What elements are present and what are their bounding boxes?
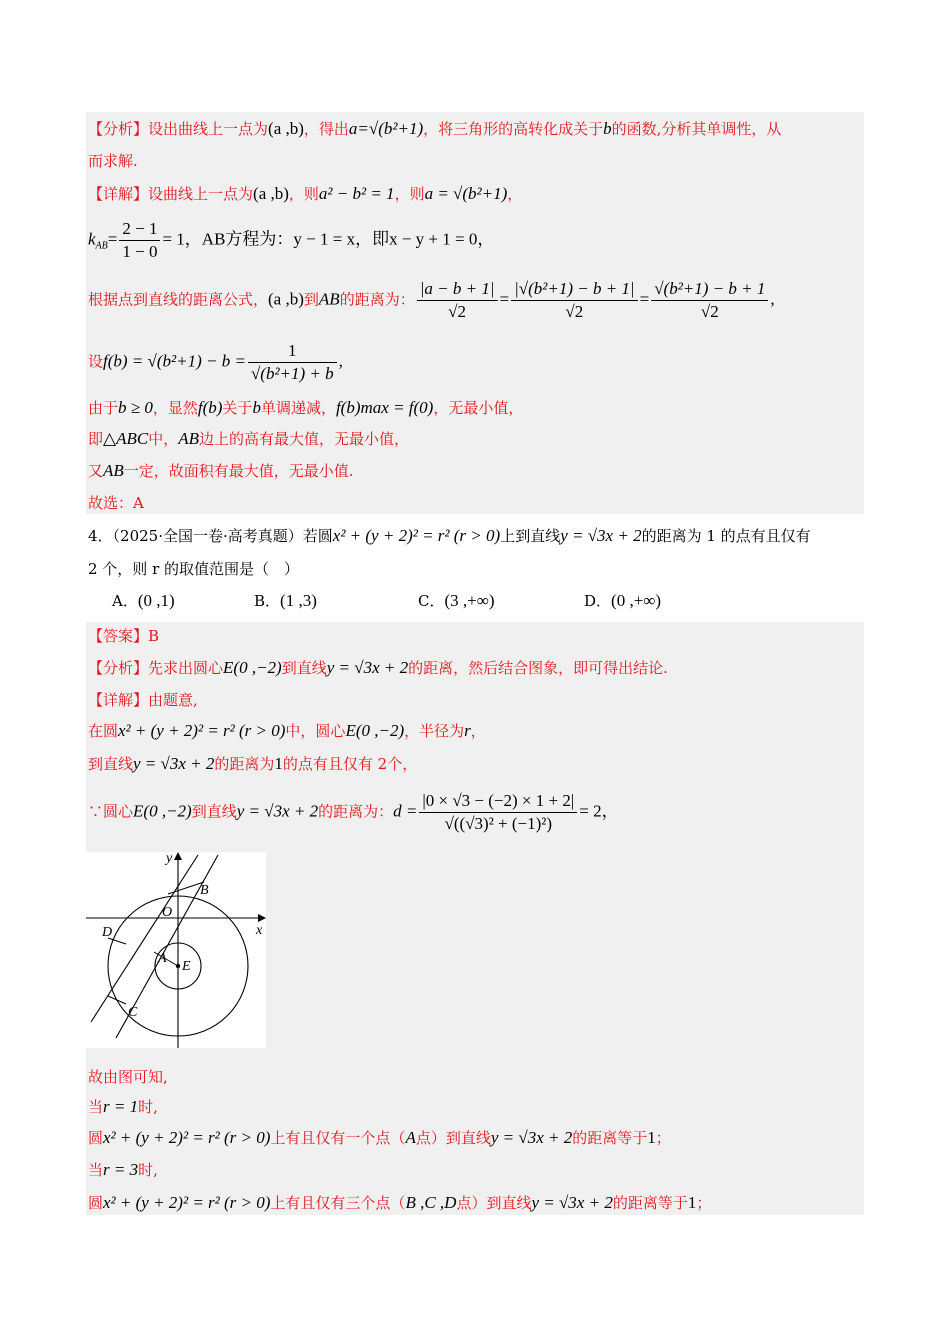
denominator: √2 [448, 302, 467, 321]
analysis-line-1 [88, 118, 781, 140]
text: 又 [88, 462, 104, 480]
label-e: E [182, 959, 191, 974]
text: 中，圆心 [285, 722, 346, 740]
triangle-line [88, 428, 409, 450]
denominator: √2 [565, 302, 584, 321]
choose-line: 故选：A [88, 494, 144, 512]
text: 设出曲线上一点为 [148, 120, 269, 138]
math: d = [393, 801, 418, 821]
math: y = √3x + 2 [490, 1128, 573, 1147]
analysis-line-2: 而求解. [88, 152, 138, 170]
label-x: x [256, 923, 263, 938]
question-4-stem [88, 525, 811, 547]
math: b [252, 398, 261, 417]
analysis-tag: 【分析】 [88, 120, 149, 138]
math: a = √(b²+1) [424, 184, 508, 203]
math: f(b)max = f(0) [335, 398, 434, 417]
text: 时, [138, 1161, 158, 1179]
analysis-tag: 【分析】 [88, 659, 149, 677]
choice-label: A． [112, 592, 138, 610]
text: 一定，故面积有最大值，无最小值. [123, 462, 354, 480]
text: 当 [88, 1161, 104, 1179]
text: 中， [148, 430, 179, 448]
math: = 2， [579, 801, 619, 821]
text: 设曲线上一点为 [148, 185, 254, 203]
text: 圆心 [103, 802, 134, 821]
detail-line [88, 689, 198, 711]
area-line [88, 460, 354, 482]
text: 到 [303, 290, 319, 309]
text: 到直线 [88, 755, 134, 773]
text: 的函数,分析其单调性，从 [611, 120, 782, 138]
math: y = √3x + 2 [560, 526, 642, 545]
text: 的点有且仅有 2个， [282, 755, 418, 773]
choice-label: B． [254, 592, 281, 610]
question-source: （2025·全国一卷·高考真题） [112, 527, 303, 545]
case1-line [88, 1096, 158, 1118]
segment-c [108, 996, 126, 1004]
text: ； [655, 1129, 671, 1147]
circle-line-diagram [86, 852, 266, 1048]
text: 设 [88, 352, 104, 371]
choice-c[interactable] [418, 590, 495, 611]
text: 上到直线 [500, 527, 561, 545]
math: 1 [687, 1193, 697, 1212]
choice-value: (0 ,+∞) [611, 591, 662, 610]
math: y = √3x + 2 [531, 1193, 613, 1212]
fraction [651, 278, 768, 323]
text: 的距离为： [318, 802, 394, 821]
math: A [405, 1128, 416, 1147]
answer-line: 【答案】B [88, 627, 160, 645]
label-o: O [162, 905, 173, 920]
geometry-figure [86, 852, 266, 1048]
label-b: B [200, 883, 209, 898]
text: 由题意, [148, 691, 198, 709]
denominator: √2 [700, 302, 719, 321]
text: 即 [88, 430, 104, 448]
math: B ,C ,D [405, 1193, 457, 1212]
text: 当 [88, 1098, 104, 1116]
question-4-stem-2: 2 个，则 r 的取值范围是（ ） [88, 560, 300, 578]
math: E(0 ,−2) [133, 801, 192, 821]
math: b [603, 119, 612, 138]
label-y: y [166, 852, 173, 866]
denominator: 1 − 0 [122, 242, 158, 261]
label-c: C [128, 1005, 138, 1020]
choice-label: D． [584, 592, 612, 610]
denominator: √((√3)² + (−1)²) [444, 814, 553, 833]
distance-line: 根据点到直线的距离公式，(a ,b)到AB的距离为： $\frac{|a - b + 1|}{√2}$ = $\frac{\text{|√(b²+1) − b + 1|}}{√2}$ = $\frac{\text{√(b²+1) − b + 1}}{√2}$ , [88, 279, 775, 321]
detail-tag: 【详解】 [88, 691, 149, 709]
text: 在圆 [88, 722, 119, 740]
text: 根据点到直线的距离公式， [88, 290, 269, 309]
text: ，则 [394, 185, 425, 203]
math: AB [103, 461, 124, 480]
math: AB [318, 289, 340, 309]
choice-value: (0 ,1) [137, 591, 175, 610]
math: x² + (y + 2)² = r² (r > 0) [118, 721, 286, 740]
text: 边上的高有最大值，无最小值， [199, 430, 410, 448]
analysis-line [88, 657, 668, 679]
text: 单调递减， [260, 399, 336, 417]
text: 的距离等于 [612, 1194, 688, 1212]
math: y = √3x + 2 [236, 801, 319, 821]
condition-line [88, 753, 417, 775]
fraction [119, 218, 160, 263]
text: ； [696, 1194, 712, 1212]
text: 的距离为 [214, 755, 275, 773]
text: ，显然 [152, 399, 198, 417]
detail-tag: 【详解】 [88, 185, 149, 203]
choice-label: C． [418, 592, 445, 610]
text: 时, [138, 1098, 158, 1116]
text: 到直线 [191, 802, 237, 821]
math: b ≥ 0 [118, 398, 153, 417]
text: 上有且仅有一个点（ [270, 1129, 406, 1147]
text: 若圆 [302, 527, 333, 545]
fraction [248, 340, 337, 385]
text: ， [507, 185, 523, 203]
math: k [88, 229, 96, 249]
case3-line [88, 1159, 158, 1181]
math: x² + (y + 2)² = r² (r > 0) [103, 1193, 271, 1212]
monotone-line [88, 397, 523, 419]
choice-value: (3 ,+∞) [444, 591, 495, 610]
math: f(b) [197, 398, 223, 417]
math: a² − b² = 1 [318, 184, 395, 203]
math: r [464, 721, 471, 740]
math: x² + (y + 2)² = r² (r > 0) [103, 1128, 271, 1147]
text: 先求出圆心 [148, 659, 224, 677]
text: ，得出 [303, 120, 349, 138]
math: a=√(b²+1) [348, 119, 424, 138]
text: ，无最小值， [433, 399, 524, 417]
text: 的距离，然后结合图象，即可得出结论. [408, 659, 668, 677]
text: 的距离为 1 的点有且仅有 [641, 527, 811, 545]
text: ，将三角形的高转化成关于 [423, 120, 604, 138]
math: (a ,b) [253, 184, 289, 203]
text: 圆 [88, 1129, 104, 1147]
denominator: √(b²+1) + b [250, 364, 334, 383]
text: 点）到直线 [415, 1129, 491, 1147]
case1-result-line [88, 1127, 671, 1149]
math: (a ,b) [268, 119, 304, 138]
numerator: √(b²+1) − b + 1 [651, 278, 768, 301]
text: ， [470, 722, 486, 740]
math: E(0 ,−2) [223, 658, 282, 677]
math: AB [178, 429, 199, 448]
circle-line [88, 720, 486, 742]
numerator: 2 − 1 [119, 218, 160, 241]
math: E(0 ,−2) [345, 721, 405, 740]
conclude-line: 故由图可知, [88, 1068, 168, 1086]
math: = 1，AB方程为：y − 1 = x，即x − y + 1 = 0， [162, 229, 495, 249]
math: x² + (y + 2)² = r² (r > 0) [332, 526, 501, 545]
text: ，半径为 [404, 722, 465, 740]
choice-value: (1 ,3) [280, 591, 317, 610]
math: r = 1 [103, 1097, 139, 1116]
math: y = √3x + 2 [326, 658, 409, 677]
x-axis-arrow [258, 914, 266, 922]
math: △ABC [103, 429, 149, 448]
math: y = √3x + 2 [133, 754, 215, 773]
text: 到直线 [281, 659, 327, 677]
math: (a ,b) [268, 289, 304, 309]
choice-b[interactable] [254, 590, 317, 611]
text: ，则 [288, 185, 319, 203]
slope-line: $k_{AB}=$ $\frac{2 - 1}{1 - 0}$ = 1，AB方程为：y − 1 = x，即x − y + 1 = 0， [88, 219, 495, 261]
label-d: D [102, 925, 113, 940]
distance-calc-line [88, 790, 619, 835]
fraction [419, 790, 577, 835]
y-axis-arrow [174, 852, 182, 860]
text: 关于 [222, 399, 253, 417]
math: 1 [274, 754, 283, 773]
text: 的距离等于 [572, 1129, 648, 1147]
numerator: |a − b + 1| [417, 278, 498, 301]
function-line: 设f(b) = √(b²+1) − b = $\frac{1}{\text{√(b²+1) + b}}$ , [88, 341, 343, 383]
text: 点）到直线 [456, 1194, 532, 1212]
numerator: |√(b²+1) − b + 1| [511, 278, 638, 301]
math: f(b) = √(b²+1) − b = [103, 351, 246, 371]
text: 圆 [88, 1194, 104, 1212]
text: 的距离为： [339, 290, 415, 309]
text: 上有且仅有三个点（ [270, 1194, 406, 1212]
math: r = 3 [103, 1160, 139, 1179]
choice-d[interactable] [584, 590, 661, 611]
numerator: |0 × √3 − (−2) × 1 + 2| [419, 790, 577, 813]
detail-line-1 [88, 183, 522, 205]
fraction [417, 278, 498, 323]
numerator: 1 [248, 340, 337, 363]
text: 由于 [88, 399, 119, 417]
math: AB [95, 240, 108, 252]
choice-a[interactable] [112, 590, 175, 611]
math: 1 [647, 1128, 656, 1147]
because-symbol: ∵ [88, 802, 104, 821]
segment-b [168, 882, 204, 894]
label-a: A [158, 951, 167, 966]
case3-result-line [88, 1192, 711, 1214]
question-number: 4． [88, 527, 113, 545]
fraction [511, 278, 638, 323]
